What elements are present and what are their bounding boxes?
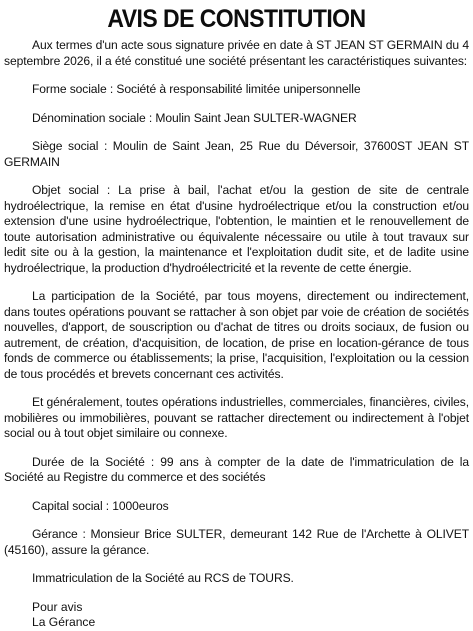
intro-paragraph: Aux termes d'un acte sous signature privée en date à ST JEAN ST GERMAIN du 4 septembre 2026, il a été constitué une société présentant les caractéristiques suivantes: bbox=[4, 38, 469, 68]
pour-avis: Pour avis bbox=[32, 599, 83, 614]
forme-sociale: Forme sociale : Société à responsabilité limitée unipersonnelle bbox=[32, 82, 361, 96]
denomination-sociale: Dénomination sociale : Moulin Saint Jean SULTER-WAGNER bbox=[32, 110, 357, 125]
gerance: Gérance : Monsieur Brice SULTER, demeurant 142 Rue de l'Archette à OLIVET (45160), assure la gérance. bbox=[4, 527, 469, 557]
capital-social: Capital social : 1000euros bbox=[32, 498, 169, 513]
notice-title: AVIS DE CONSTITUTION bbox=[107, 5, 366, 33]
siege-social: Siège social : Moulin de Saint Jean, 25 Rue du Déversoir, 37600ST JEAN ST GERMAIN bbox=[4, 139, 469, 169]
signature: La Gérance bbox=[32, 615, 96, 629]
duree-societe: Durée de la Société : 99 ans à compter de la date de l'immatriculation de la Société au Registre du commerce et des sociétés bbox=[4, 454, 469, 484]
participation-paragraph: La participation de la Société, par tous moyens, directement ou indirectement, dans toutes opérations pouvant se rattacher à son objet par voie de création de sociétés nouvelles, d'apport, de souscription ou d'achat de titres ou droits sociaux, de fusion ou autrement, de création, d'acquisition, de location, de prise en location-gérance de tous fonds de commerce ou établissements; la prise, l'acquisition, l'exploitation ou la cession de tous procédés et brevets concernant ces activités. bbox=[4, 289, 469, 381]
generalement-paragraph: Et généralement, toutes opérations industrielles, commerciales, financières, civiles, mobilières ou immobilières, pouvant se rattacher directement ou indirectement à l'objet social ou à tout objet similaire ou connexe. bbox=[4, 395, 469, 440]
immatriculation: Immatriculation de la Société au RCS de TOURS. bbox=[32, 571, 294, 585]
objet-social: Objet social : La prise à bail, l'achat et/ou la gestion de site de centrale hydroélectrique, la remise en état d'usine hydroélectrique et/ou la construction et/ou extension d'une usine hydroélectrique, l'obtention, le maintien et le renouvellement de toute autorisation administrative ou équivalente nécessaire ou utile à tout travaux sur ledit site ou à la gestion, la maintenance et l'exploitation dudit site, et de ladite usine hydroélectrique, la production d'hydroélectricité et la revente de cette énergie. bbox=[4, 183, 469, 275]
legal-notice bbox=[4, 4, 469, 631]
